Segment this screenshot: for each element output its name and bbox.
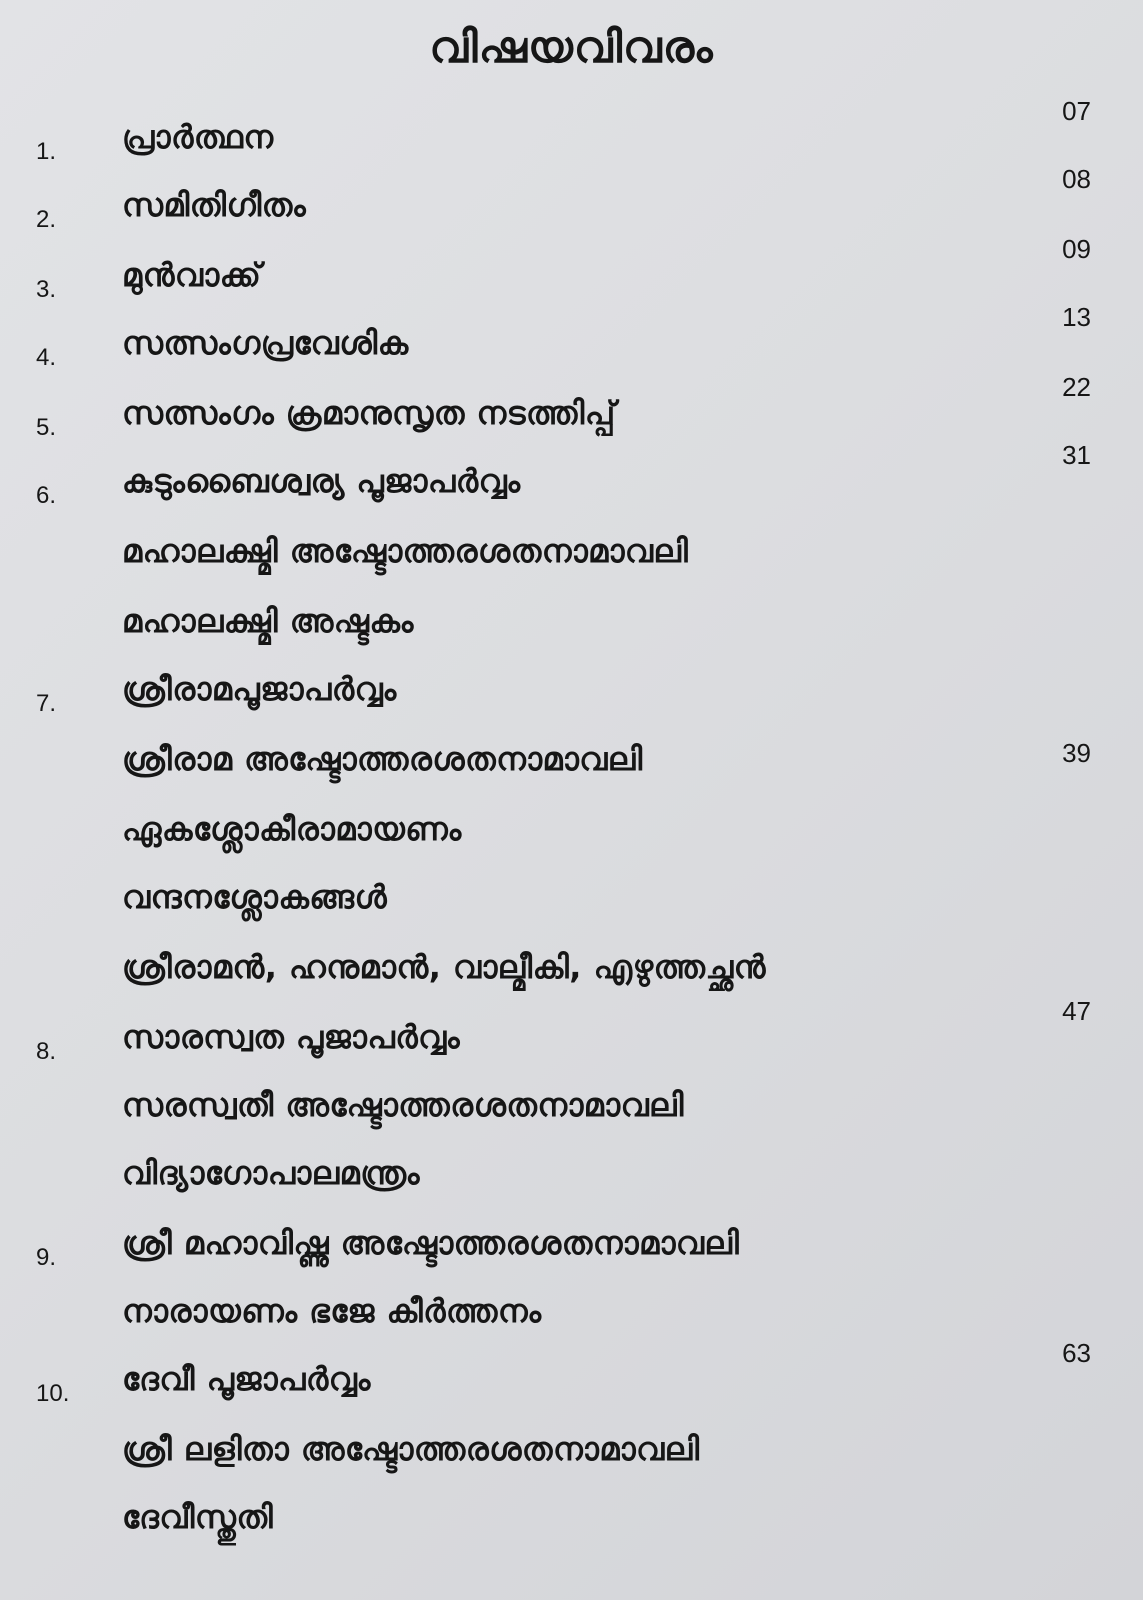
entry-title: മുൻവാക്ക് bbox=[122, 256, 262, 294]
entry-number: 7. bbox=[36, 690, 57, 717]
entry-title: സാരസ്വത പൂജാപർവ്വം bbox=[122, 1018, 461, 1056]
toc-entry bbox=[0, 948, 1143, 1008]
toc-entry bbox=[0, 1292, 1143, 1352]
entry-page-number: 31 bbox=[1062, 440, 1091, 470]
entry-title: സത്സംഗപ്രവേശിക bbox=[122, 324, 409, 362]
entry-number: 6. bbox=[36, 482, 57, 509]
entry-title: ശ്രീരാമപൂജാപർവ്വം bbox=[122, 670, 397, 708]
toc-entry bbox=[0, 602, 1143, 662]
toc-entry bbox=[0, 1498, 1143, 1558]
entry-title: ശ്രീരാമ അഷ്ടോത്തരശതനാമാവലി bbox=[122, 740, 643, 778]
toc-entry bbox=[0, 1086, 1143, 1146]
entry-title: ദേവീസ്തുതി bbox=[122, 1498, 274, 1536]
entry-title: സരസ്വതീ അഷ്ടോത്തരശതനാമാവലി bbox=[122, 1086, 684, 1124]
entry-page-number: 07 bbox=[1062, 96, 1091, 126]
toc-entry bbox=[0, 1154, 1143, 1214]
entry-title: ശ്രീ ലളിതാ അഷ്ടോത്തരശതനാമാവലി bbox=[122, 1430, 700, 1468]
toc-entry bbox=[0, 810, 1143, 870]
toc-entry bbox=[0, 372, 1143, 454]
entry-number: 1. bbox=[36, 138, 57, 165]
entry-number: 9. bbox=[36, 1244, 57, 1271]
entry-number: 8. bbox=[36, 1038, 57, 1065]
entry-title: നാരായണം ഭജേ കീർത്തനം bbox=[122, 1292, 542, 1330]
entry-title: ശ്രീരാമൻ, ഹനുമാൻ, വാല്മീകി, എഴുത്തച്ഛൻ bbox=[122, 948, 766, 986]
entry-title: മഹാലക്ഷ്മി അഷ്ടോത്തരശതനാമാവലി bbox=[122, 532, 689, 570]
entry-page-number: 08 bbox=[1062, 164, 1091, 194]
entry-title: കുടുംബൈശ്വര്യ പൂജാപർവ്വം bbox=[122, 462, 521, 500]
toc-entry bbox=[0, 96, 1143, 178]
toc-entry bbox=[0, 164, 1143, 246]
entry-title: വന്ദനശ്ലോകങ്ങൾ bbox=[122, 878, 388, 916]
toc-entry bbox=[0, 302, 1143, 384]
entry-page-number: 39 bbox=[1062, 738, 1091, 768]
entry-number: 3. bbox=[36, 276, 57, 303]
entry-title: വിദ്യാഗോപാലമന്ത്രം bbox=[122, 1154, 420, 1192]
entry-title: ഏകശ്ലോകീരാമായണം bbox=[122, 810, 462, 848]
entry-number: 5. bbox=[36, 414, 57, 441]
entry-number: 2. bbox=[36, 206, 57, 233]
entry-page-number: 22 bbox=[1062, 372, 1091, 402]
toc-entry bbox=[0, 1224, 1143, 1284]
entry-title: ശ്രീ മഹാവിഷ്ണു അഷ്ടോത്തരശതനാമാവലി bbox=[122, 1224, 740, 1262]
page-title: വിഷയവിവരം bbox=[429, 22, 714, 73]
entry-page-number: 13 bbox=[1062, 302, 1091, 332]
entry-page-number: 63 bbox=[1062, 1338, 1091, 1368]
entry-title: പ്രാർത്ഥന bbox=[122, 118, 274, 156]
toc-entry bbox=[0, 532, 1143, 592]
toc-entry bbox=[0, 440, 1143, 522]
entry-number: 10. bbox=[36, 1380, 70, 1407]
toc-entry bbox=[0, 234, 1143, 316]
toc-entry bbox=[0, 670, 1143, 730]
entry-number: 4. bbox=[36, 344, 57, 371]
toc-entry bbox=[0, 996, 1143, 1078]
toc-entry bbox=[0, 1338, 1143, 1420]
entry-title: മഹാലക്ഷ്മി അഷ്ടകം bbox=[122, 602, 414, 640]
toc-entry bbox=[0, 1430, 1143, 1490]
toc-entry bbox=[0, 878, 1143, 938]
entry-page-number: 47 bbox=[1062, 996, 1091, 1026]
entry-title: സമിതിഗീതം bbox=[122, 186, 307, 224]
entry-title: ദേവീ പൂജാപർവ്വം bbox=[122, 1360, 371, 1398]
entry-title: സത്സംഗം ക്രമാനുസൃത നടത്തിപ്പ് bbox=[122, 394, 616, 432]
entry-page-number: 09 bbox=[1062, 234, 1091, 264]
toc-entry bbox=[0, 740, 1143, 800]
